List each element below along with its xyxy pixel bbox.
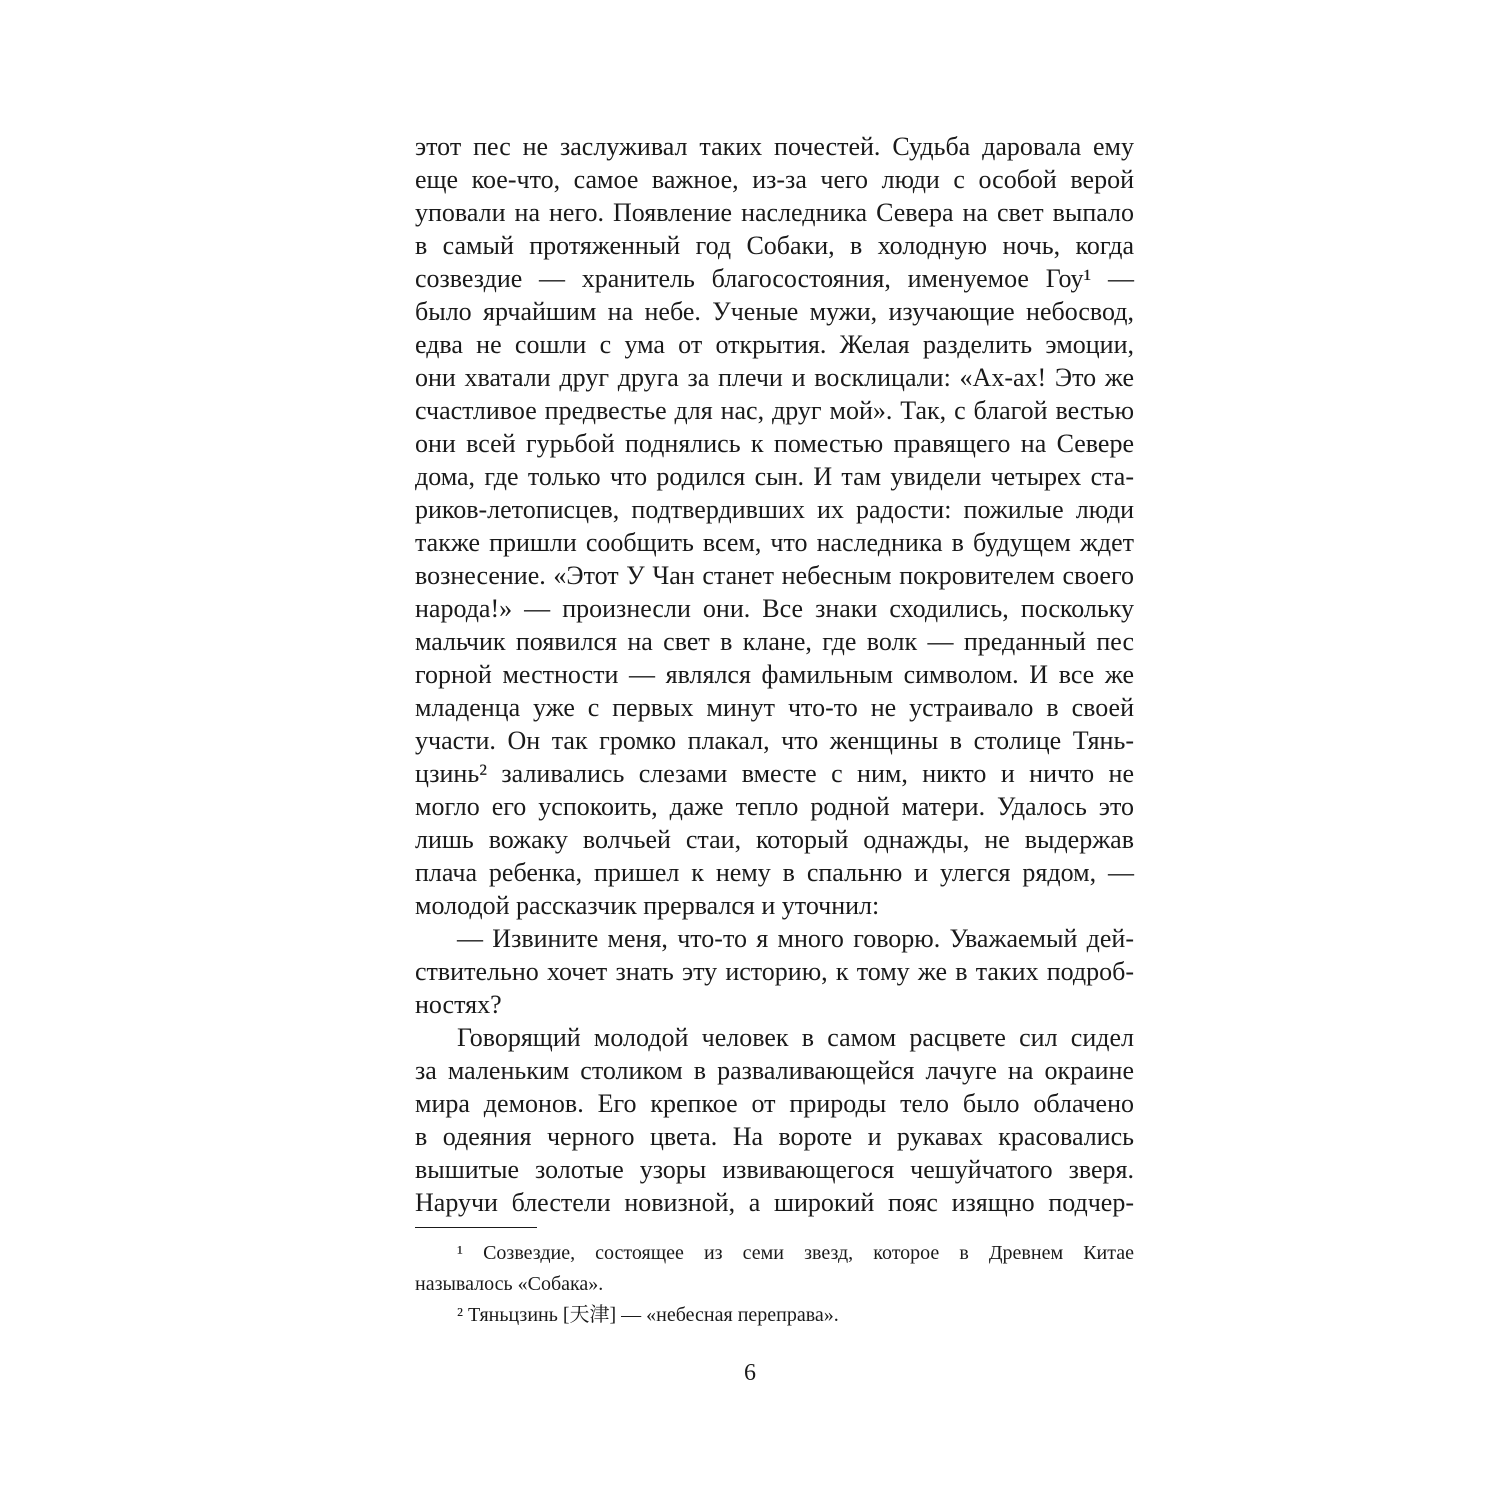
text-line: они всей гурьбой поднялись к поместью правящего на Севере [415, 429, 1134, 458]
footnote-line: ¹ Созвездие, состоящее из семи звезд, которое в Древнем Китае [457, 1242, 1134, 1264]
text-line: ствительно хочет знать эту историю, к тому же в таких подроб- [415, 957, 1134, 986]
text-line: уповали на него. Появление наследника Севера на свет выпало [415, 198, 1134, 227]
text-line: Наручи блестели новизной, а широкий пояс изящно подчер- [415, 1188, 1134, 1217]
text-line: за маленьким столиком в разваливающейся лачуге на окраине [415, 1056, 1134, 1085]
text-line: ностях? [415, 990, 502, 1019]
text-line: лишь вожаку волчьей стаи, который однажды, не выдержав [415, 825, 1134, 854]
text-line: младенца уже с первых минут что-то не устраивало в своей [415, 693, 1134, 722]
text-line: вознесение. «Этот У Чан станет небесным покровителем своего [415, 561, 1134, 590]
text-line: участи. Он так громко плакал, что женщины в столице Тянь- [415, 726, 1134, 755]
text-line: они хватали друг друга за плечи и восклицали: «Ах-ах! Это же [415, 363, 1134, 392]
text-line: еще кое-что, самое важное, из-за чего люди с особой верой [415, 165, 1134, 194]
footnote-line: называлось «Собака». [415, 1273, 604, 1295]
text-line: риков-летописцев, подтвердивших их радости: пожилые люди [415, 495, 1134, 524]
text-line: также пришли сообщить всем, что наследника в будущем ждет [415, 528, 1134, 557]
footnotes [415, 1238, 1134, 1331]
text-line: мира демонов. Его крепкое от природы тело было облачено [415, 1089, 1134, 1118]
footnote-line: ² Тяньцзинь [天津] — «небесная переправа». [457, 1304, 839, 1326]
text-line: мальчик появился на свет в клане, где волк — преданный пес [415, 627, 1134, 656]
text-line: народа!» — произнесли они. Все знаки сходились, поскольку [415, 594, 1134, 623]
text-line: цзинь² заливались слезами вместе с ним, никто и ничто не [415, 759, 1134, 788]
text-line: в одеяния черного цвета. На вороте и рукавах красовались [415, 1122, 1134, 1151]
text-line: едва не сошли с ума от открытия. Желая разделить эмоции, [415, 330, 1134, 359]
text-line: — Извините меня, что-то я много говорю. Уважаемый дей- [457, 924, 1134, 953]
text-line: созвездие — хранитель благосостояния, именуемое Гоу¹ — [415, 264, 1134, 293]
text-line: в самый протяженный год Собаки, в холодную ночь, когда [415, 231, 1134, 260]
page-number: 6 [744, 1360, 756, 1386]
main-text [415, 130, 1134, 1219]
text-line: могло его успокоить, даже тепло родной матери. Удалось это [415, 792, 1134, 821]
text-line: плача ребенка, пришел к нему в спальню и улегся рядом, — [415, 858, 1134, 887]
text-line: счастливое предвестье для нас, друг мой». Так, с благой вестью [415, 396, 1134, 425]
text-line: было ярчайшим на небе. Ученые мужи, изучающие небосвод, [415, 297, 1134, 326]
text-line: Говорящий молодой человек в самом расцвете сил сидел [457, 1023, 1134, 1052]
footnote-divider [415, 1227, 537, 1228]
text-line: горной местности — являлся фамильным символом. И все же [415, 660, 1134, 689]
text-line: этот пес не заслуживал таких почестей. Судьба даровала ему [415, 132, 1134, 161]
text-line: молодой рассказчик прервался и уточнил: [415, 891, 880, 920]
text-line: дома, где только что родился сын. И там увидели четырех ста- [415, 462, 1134, 491]
text-line: вышитые золотые узоры извивающегося чешуйчатого зверя. [415, 1155, 1134, 1184]
